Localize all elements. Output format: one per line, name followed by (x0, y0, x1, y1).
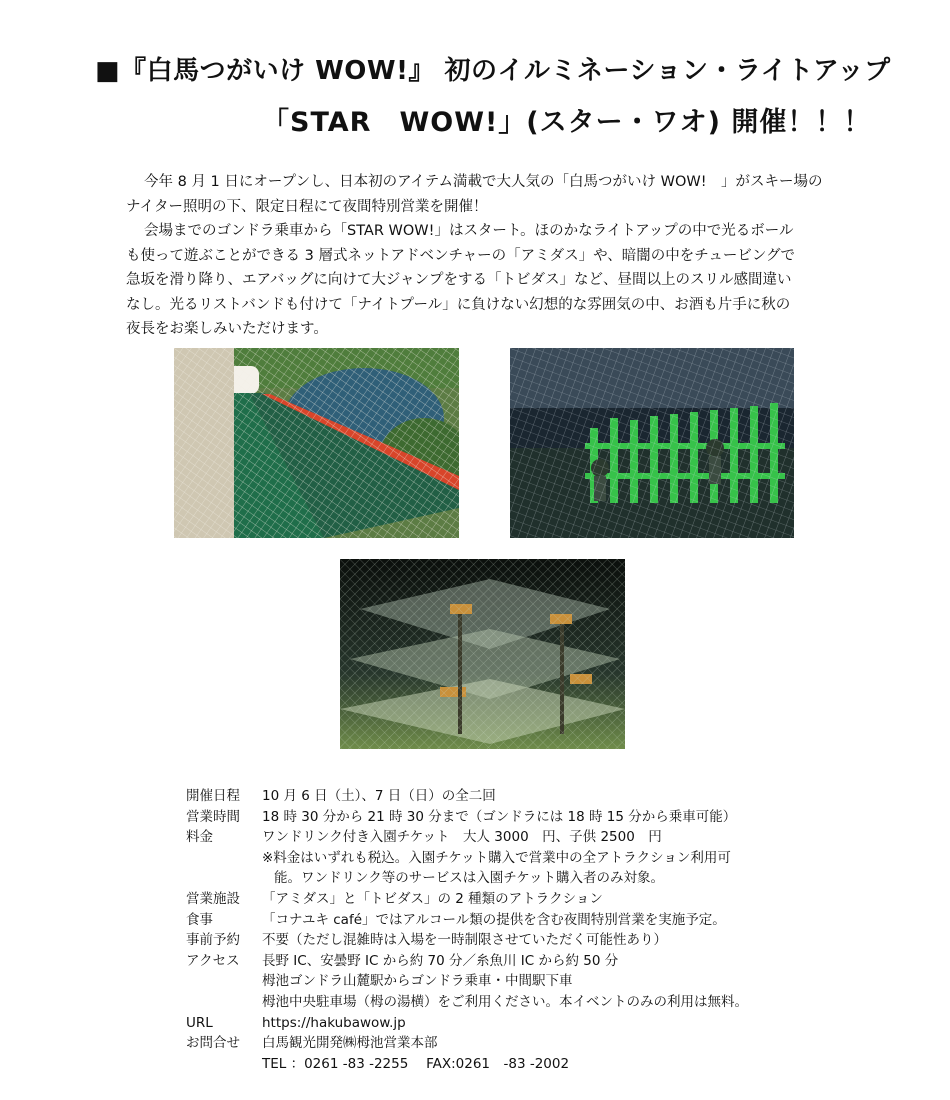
info-value: 18 時 30 分から 21 時 30 分まで（ゴンドラには 18 時 15 分から乗車可能） (262, 808, 737, 825)
info-value: 「アミダス」と「トビダス」の 2 種類のアトラクション (262, 890, 603, 907)
info-contact-phone: TEL ：0261 -83 -2255 FAX:0261 -83 -2002 (262, 1055, 570, 1072)
page-title-line1: ■『白馬つがいけ WOW!』 初のイルミネーション・ライトアップ (95, 56, 891, 86)
event-info-list (186, 786, 748, 1074)
intro-line: 急坂を滑り降り、エアバッグに向けて大ジャンプをする「トビダス」など、昼間以上のスリル感間違い (126, 272, 792, 288)
info-value: ワンドリンク付き入園チケット 大人 3000 円、子供 2500 円 (262, 829, 662, 846)
info-value: 長野 IC、安曇野 IC から約 70 分／糸魚川 IC から約 50 分 (262, 952, 619, 969)
intro-line: ナイター照明の下、限定日程にて夜間特別営業を開催！ (126, 198, 488, 215)
website-link[interactable]: https://hakubawow.jp (262, 1014, 406, 1031)
info-row-url (186, 1013, 748, 1034)
intro-line: 会場までのゴンドラ乗車から「STAR WOW!」はスタート。ほのかなライトアップの中で光るボール (144, 223, 794, 239)
info-row-reservation (186, 930, 748, 951)
info-row-facility (186, 889, 748, 910)
intro-line: 夜長をお楽しみいただけます。 (126, 321, 328, 337)
photo-amidas-green (510, 348, 794, 538)
photo-tobidas-slide (174, 348, 459, 538)
page-title-line2: 「STAR WOW!」(スター・ワオ) 開催！！！ (262, 107, 872, 138)
info-label: URL (186, 1014, 213, 1031)
info-fee-note: 能。ワンドリンク等のサービスは入園チケット購入者のみ対象。 (274, 870, 665, 887)
photo-amidas-green-graphic (510, 348, 794, 538)
info-label: 料金 (186, 829, 213, 846)
info-value: 10 月 6 日（土）、7 日（日）の全二回 (262, 788, 496, 804)
info-label: 営業時間 (186, 808, 240, 825)
info-value: 不要（ただし混雑時は入場を一時制限させていただく可能性あり） (262, 932, 667, 949)
info-label: 営業施設 (186, 890, 240, 907)
info-label: 事前予約 (186, 932, 240, 949)
info-row-contact (186, 1033, 748, 1054)
info-fee-note: ※料金はいずれも税込。入園チケット購入で営業中の全アトラクション利用可 (262, 849, 731, 866)
info-label: お問合せ (186, 1035, 240, 1052)
info-access-line: 栂池中央駐車場（栂の湯横）をご利用ください。本イベントのみの利用は無料。 (262, 993, 748, 1010)
intro-line: も使って遊ぶことができる 3 層式ネットアドベンチャーの「アミダス」や、暗闇の中をチュービングで (126, 247, 796, 264)
info-row-access (186, 951, 748, 972)
info-row-hours (186, 807, 748, 828)
intro-line: なし。光るリストバンドも付けて「ナイトプール」に負けない幻想的な雰囲気の中、お酒も片手に秋の (126, 296, 791, 313)
info-row-fee (186, 827, 748, 848)
info-label: アクセス (186, 952, 240, 969)
photo-amidas-night-graphic (340, 559, 625, 749)
info-row-dates (186, 786, 748, 807)
info-value: 「コナユキ café」ではアルコール類の提供を含む夜間特別営業を実施予定。 (262, 911, 726, 928)
intro-paragraph (126, 170, 896, 342)
info-access-line: 栂池ゴンドラ山麓駅からゴンドラ乗車・中間駅下車 (262, 973, 573, 990)
info-row-meal (186, 910, 748, 931)
photo-tobidas-slide-graphic (174, 348, 459, 538)
info-label: 食事 (186, 911, 213, 928)
info-label: 開催日程 (186, 788, 240, 804)
photo-amidas-night (340, 559, 625, 749)
intro-line: 今年 8 月 1 日にオープンし、日本初のアイテム満載で大人気の「白馬つがいけ WOW! 」がスキー場の (144, 174, 823, 190)
info-value: 白馬観光開発㈱栂池営業本部 (262, 1035, 438, 1052)
